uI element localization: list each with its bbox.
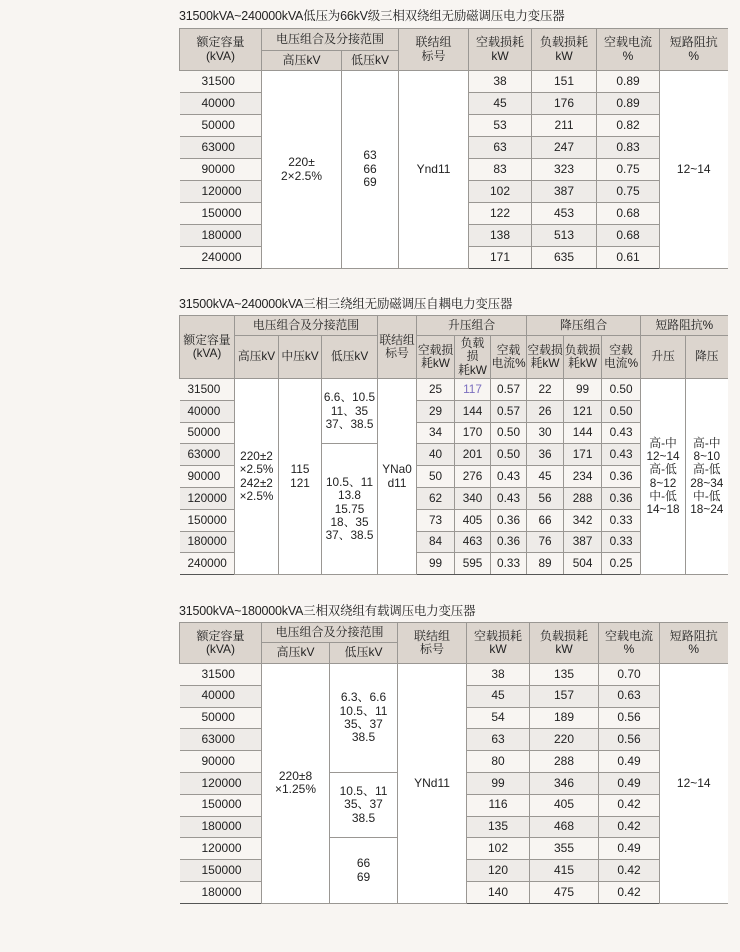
no-load-loss-cell: 63: [469, 137, 532, 159]
header-step-up: 升压组合: [417, 316, 527, 336]
header-no-load-current: 空载电流 %: [597, 29, 660, 71]
down-no-load-current-cell: 0.25: [602, 553, 641, 575]
down-no-load-loss-cell: 45: [527, 466, 564, 488]
no-load-current-cell: 0.49: [599, 751, 660, 773]
no-load-loss-cell: 54: [467, 707, 530, 729]
capacity-cell: 120000: [180, 838, 262, 860]
capacity-cell: 150000: [180, 860, 262, 882]
capacity-cell: 63000: [180, 137, 262, 159]
header-mv: 中压kV: [279, 336, 322, 379]
header-load-loss: 负载损耗 kW: [530, 623, 599, 664]
load-loss-cell: 468: [530, 816, 599, 838]
down-no-load-current-cell: 0.43: [602, 444, 641, 466]
no-load-loss-cell: 171: [469, 247, 532, 269]
capacity-cell: 120000: [180, 181, 262, 203]
connection-value-cell: YNa0 d11: [378, 379, 417, 575]
header-hv: 高压kV: [262, 51, 342, 71]
header-up-no-load-current: 空载 电流%: [491, 336, 527, 379]
up-no-load-current-cell: 0.57: [491, 400, 527, 422]
up-load-loss-cell: 170: [455, 422, 491, 444]
up-load-loss-cell: 144: [455, 400, 491, 422]
no-load-current-cell: 0.75: [597, 159, 660, 181]
capacity-cell: 120000: [180, 772, 262, 794]
load-loss-cell: 387: [532, 181, 597, 203]
no-load-loss-cell: 99: [467, 772, 530, 794]
load-loss-cell: 346: [530, 772, 599, 794]
table1-title: 31500kVA~240000kVA低压为66kV级三相双绕组无励磁调压电力变压器: [179, 9, 565, 23]
no-load-loss-cell: 102: [469, 181, 532, 203]
down-no-load-loss-cell: 30: [527, 422, 564, 444]
load-loss-cell: 475: [530, 881, 599, 903]
down-load-loss-cell: 342: [564, 509, 602, 531]
load-loss-cell: 355: [530, 838, 599, 860]
up-no-load-current-cell: 0.43: [491, 487, 527, 509]
down-no-load-loss-cell: 26: [527, 400, 564, 422]
impedance-up-value-cell: 高-中 12~14 高-低 8~12 中-低 14~18: [641, 379, 686, 575]
header-impedance: 短路阻抗 %: [660, 623, 728, 664]
up-load-loss-cell: 595: [455, 553, 491, 575]
capacity-cell: 180000: [180, 881, 262, 903]
load-loss-cell: 513: [532, 225, 597, 247]
capacity-cell: 40000: [180, 93, 262, 115]
down-no-load-loss-cell: 76: [527, 531, 564, 553]
no-load-current-cell: 0.63: [599, 685, 660, 707]
header-hv: 高压kV: [235, 336, 279, 379]
capacity-cell: 90000: [180, 751, 262, 773]
header-down-no-load-current: 空载 电流%: [602, 336, 641, 379]
load-loss-cell: 635: [532, 247, 597, 269]
impedance-value-cell: 12~14: [660, 664, 728, 904]
down-load-loss-cell: 99: [564, 379, 602, 401]
down-no-load-current-cell: 0.43: [602, 422, 641, 444]
no-load-current-cell: 0.70: [599, 664, 660, 686]
impedance-value-cell: 12~14: [660, 71, 728, 269]
no-load-current-cell: 0.83: [597, 137, 660, 159]
up-no-load-loss-cell: 73: [417, 509, 455, 531]
load-loss-cell: 220: [530, 729, 599, 751]
no-load-loss-cell: 38: [469, 71, 532, 93]
load-loss-cell: 415: [530, 860, 599, 882]
load-loss-cell: 211: [532, 115, 597, 137]
no-load-current-cell: 0.61: [597, 247, 660, 269]
header-capacity: 额定容量 (kVA): [180, 316, 235, 379]
header-lv: 低压kV: [342, 51, 399, 71]
capacity-cell: 150000: [180, 203, 262, 225]
no-load-loss-cell: 63: [467, 729, 530, 751]
header-no-load-loss: 空载损耗 kW: [467, 623, 530, 664]
up-load-loss-cell: 117: [455, 379, 491, 401]
up-no-load-loss-cell: 25: [417, 379, 455, 401]
capacity-cell: 63000: [180, 444, 235, 466]
down-no-load-loss-cell: 22: [527, 379, 564, 401]
down-no-load-current-cell: 0.36: [602, 487, 641, 509]
capacity-cell: 31500: [180, 71, 262, 93]
no-load-loss-cell: 135: [467, 816, 530, 838]
header-connection: 联结组 标号: [398, 623, 467, 664]
capacity-cell: 240000: [180, 247, 262, 269]
capacity-cell: 150000: [180, 509, 235, 531]
up-no-load-current-cell: 0.36: [491, 531, 527, 553]
header-impedance: 短路阻抗%: [641, 316, 728, 336]
down-load-loss-cell: 234: [564, 466, 602, 488]
no-load-loss-cell: 45: [469, 93, 532, 115]
capacity-cell: 50000: [180, 422, 235, 444]
header-voltage-group: 电压组合及分接范围: [262, 29, 399, 51]
table-row: [180, 71, 728, 93]
load-loss-cell: 176: [532, 93, 597, 115]
down-no-load-loss-cell: 36: [527, 444, 564, 466]
capacity-cell: 50000: [180, 707, 262, 729]
up-no-load-loss-cell: 29: [417, 400, 455, 422]
no-load-current-cell: 0.56: [599, 729, 660, 751]
no-load-current-cell: 0.49: [599, 772, 660, 794]
up-load-loss-cell: 276: [455, 466, 491, 488]
header-step-down: 降压组合: [527, 316, 641, 336]
no-load-current-cell: 0.42: [599, 881, 660, 903]
capacity-cell: 31500: [180, 379, 235, 401]
up-no-load-current-cell: 0.50: [491, 444, 527, 466]
load-loss-cell: 405: [530, 794, 599, 816]
header-connection: 联结组 标号: [399, 29, 469, 71]
lv-value-cell-b: 10.5、11 35、37 38.5: [330, 772, 398, 837]
capacity-cell: 63000: [180, 729, 262, 751]
up-load-loss-cell: 463: [455, 531, 491, 553]
no-load-current-cell: 0.68: [597, 225, 660, 247]
up-no-load-current-cell: 0.43: [491, 466, 527, 488]
header-down-no-load-loss: 空载损 耗kW: [527, 336, 564, 379]
header-voltage-group: 电压组合及分接范围: [262, 623, 398, 643]
capacity-cell: 150000: [180, 794, 262, 816]
header-connection: 联结组 标号: [378, 316, 417, 379]
up-no-load-current-cell: 0.57: [491, 379, 527, 401]
lv-value-cell: 63 66 69: [342, 71, 399, 269]
transformer-table-1: [179, 28, 728, 269]
down-no-load-loss-cell: 66: [527, 509, 564, 531]
mv-value-cell: 115 121: [279, 379, 322, 575]
up-load-loss-cell: 201: [455, 444, 491, 466]
no-load-current-cell: 0.42: [599, 794, 660, 816]
header-impedance: 短路阻抗 %: [660, 29, 728, 71]
no-load-loss-cell: 120: [467, 860, 530, 882]
up-no-load-current-cell: 0.33: [491, 553, 527, 575]
down-load-loss-cell: 504: [564, 553, 602, 575]
hv-value-cell: 220± 2×2.5%: [262, 71, 342, 269]
header-down-load-loss: 负载损 耗kW: [564, 336, 602, 379]
up-no-load-current-cell: 0.50: [491, 422, 527, 444]
no-load-loss-cell: 140: [467, 881, 530, 903]
no-load-loss-cell: 122: [469, 203, 532, 225]
header-capacity: 额定容量 (kVA): [180, 29, 262, 71]
lv-value-cell-c: 66 69: [330, 838, 398, 903]
load-loss-cell: 135: [530, 664, 599, 686]
hv-value-cell: 220±2 ×2.5% 242±2 ×2.5%: [235, 379, 279, 575]
capacity-cell: 180000: [180, 816, 262, 838]
no-load-current-cell: 0.49: [599, 838, 660, 860]
capacity-cell: 31500: [180, 664, 262, 686]
header-no-load-loss: 空载损耗 kW: [469, 29, 532, 71]
header-lv: 低压kV: [330, 643, 398, 664]
down-no-load-current-cell: 0.33: [602, 531, 641, 553]
no-load-current-cell: 0.89: [597, 71, 660, 93]
down-load-loss-cell: 121: [564, 400, 602, 422]
load-loss-cell: 453: [532, 203, 597, 225]
capacity-cell: 90000: [180, 466, 235, 488]
lv-value-cell-a: 6.3、6.6 10.5、11 35、37 38.5: [330, 664, 398, 773]
header-lv: 低压kV: [322, 336, 378, 379]
down-no-load-current-cell: 0.50: [602, 379, 641, 401]
table-row: [180, 379, 728, 401]
capacity-cell: 120000: [180, 487, 235, 509]
no-load-loss-cell: 138: [469, 225, 532, 247]
no-load-loss-cell: 80: [467, 751, 530, 773]
no-load-current-cell: 0.68: [597, 203, 660, 225]
up-load-loss-cell: 340: [455, 487, 491, 509]
down-load-loss-cell: 144: [564, 422, 602, 444]
capacity-cell: 50000: [180, 115, 262, 137]
load-loss-cell: 189: [530, 707, 599, 729]
hv-value-cell: 220±8 ×1.25%: [262, 664, 330, 904]
load-loss-cell: 288: [530, 751, 599, 773]
no-load-loss-cell: 53: [469, 115, 532, 137]
down-no-load-current-cell: 0.33: [602, 509, 641, 531]
header-imp-down: 降压: [686, 336, 728, 379]
connection-value-cell: YNd11: [398, 664, 467, 904]
up-load-loss-cell: 405: [455, 509, 491, 531]
up-no-load-loss-cell: 62: [417, 487, 455, 509]
down-load-loss-cell: 387: [564, 531, 602, 553]
no-load-current-cell: 0.56: [599, 707, 660, 729]
header-imp-up: 升压: [641, 336, 686, 379]
no-load-loss-cell: 38: [467, 664, 530, 686]
no-load-loss-cell: 116: [467, 794, 530, 816]
up-no-load-loss-cell: 34: [417, 422, 455, 444]
load-loss-cell: 247: [532, 137, 597, 159]
no-load-loss-cell: 83: [469, 159, 532, 181]
down-load-loss-cell: 288: [564, 487, 602, 509]
header-load-loss: 负载损耗 kW: [532, 29, 597, 71]
up-no-load-loss-cell: 84: [417, 531, 455, 553]
down-no-load-current-cell: 0.36: [602, 466, 641, 488]
transformer-table-3: [179, 622, 728, 904]
no-load-current-cell: 0.75: [597, 181, 660, 203]
no-load-current-cell: 0.82: [597, 115, 660, 137]
capacity-cell: 240000: [180, 553, 235, 575]
down-no-load-current-cell: 0.50: [602, 400, 641, 422]
up-no-load-loss-cell: 50: [417, 466, 455, 488]
table3-title: 31500kVA~180000kVA三相双绕组有载调压电力变压器: [179, 604, 476, 618]
no-load-current-cell: 0.89: [597, 93, 660, 115]
capacity-cell: 90000: [180, 159, 262, 181]
transformer-table-2: [179, 315, 728, 575]
up-no-load-loss-cell: 40: [417, 444, 455, 466]
capacity-cell: 180000: [180, 531, 235, 553]
no-load-current-cell: 0.42: [599, 816, 660, 838]
table2-title: 31500kVA~240000kVA三相三绕组无励磁调压自耦电力变压器: [179, 297, 513, 311]
header-capacity: 额定容量 (kVA): [180, 623, 262, 664]
header-no-load-current: 空载电流 %: [599, 623, 660, 664]
load-loss-cell: 323: [532, 159, 597, 181]
no-load-loss-cell: 102: [467, 838, 530, 860]
load-loss-cell: 151: [532, 71, 597, 93]
up-no-load-current-cell: 0.36: [491, 509, 527, 531]
capacity-cell: 180000: [180, 225, 262, 247]
capacity-cell: 40000: [180, 685, 262, 707]
down-load-loss-cell: 171: [564, 444, 602, 466]
capacity-cell: 40000: [180, 400, 235, 422]
lv-value-cell-a: 6.6、10.5 11、35 37、38.5: [322, 379, 378, 444]
impedance-down-value-cell: 高-中 8~10 高-低 28~34 中-低 18~24: [686, 379, 728, 575]
header-up-load-loss: 负载损 耗kW: [455, 336, 491, 379]
header-voltage-group: 电压组合及分接范围: [235, 316, 378, 336]
header-hv: 高压kV: [262, 643, 330, 664]
down-no-load-loss-cell: 56: [527, 487, 564, 509]
header-up-no-load-loss: 空载损 耗kW: [417, 336, 455, 379]
lv-value-cell-b: 10.5、11 13.8 15.75 18、35 37、38.5: [322, 444, 378, 575]
down-no-load-loss-cell: 89: [527, 553, 564, 575]
load-loss-cell: 157: [530, 685, 599, 707]
connection-value-cell: Ynd11: [399, 71, 469, 269]
no-load-current-cell: 0.42: [599, 860, 660, 882]
table-row: [180, 664, 728, 686]
up-no-load-loss-cell: 99: [417, 553, 455, 575]
no-load-loss-cell: 45: [467, 685, 530, 707]
